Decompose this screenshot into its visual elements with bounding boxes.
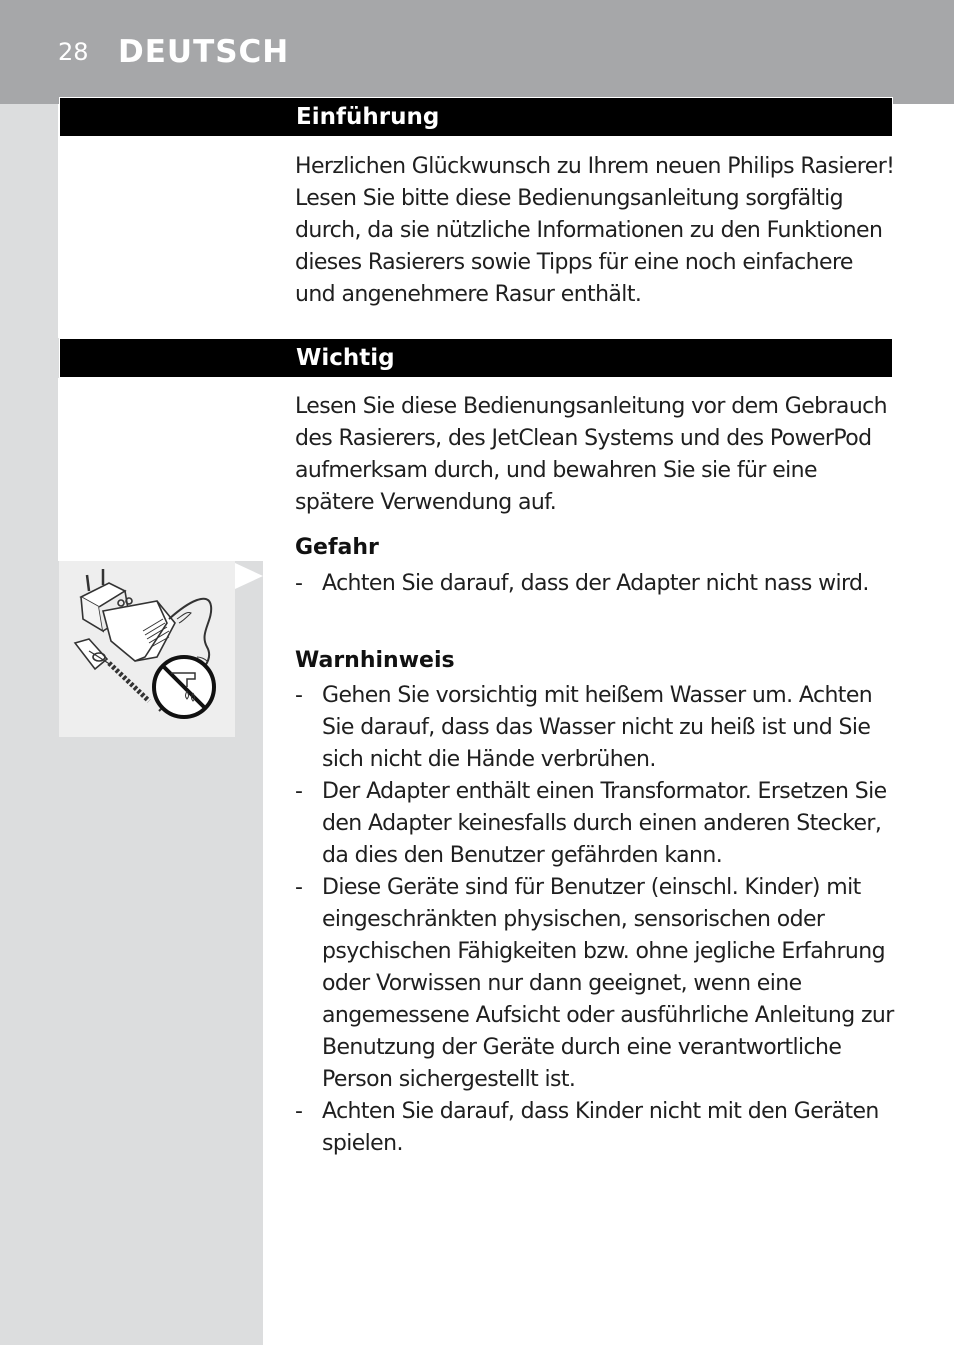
bullet-dash: -	[295, 683, 303, 708]
danger-item	[295, 568, 895, 600]
important-margin-panel	[58, 378, 263, 561]
adapter-no-water-icon	[59, 561, 235, 737]
bullet-dash: -	[295, 1099, 303, 1124]
header-bar	[0, 0, 954, 104]
warning-item-3	[295, 872, 895, 1096]
important-paragraph: Lesen Sie diese Bedienungsanleitung vor dem Gebrauch des Rasierers, des JetClean Systems und des PowerPod aufmerksam durch, und bewahren Sie sie für eine spätere Verwendung auf.	[295, 394, 887, 515]
warning-heading: Warnhinweis	[295, 648, 455, 673]
bullet-dash: -	[295, 779, 303, 804]
warning-item-1	[295, 680, 895, 776]
language-title: DEUTSCH	[118, 34, 290, 70]
warning-item-4	[295, 1096, 895, 1160]
section-title-intro: Einführung	[296, 104, 440, 130]
intro-margin-panel	[58, 104, 263, 338]
section-header-important	[59, 338, 893, 378]
warning-item-text: Der Adapter enthält einen Transformator. Ersetzen Sie den Adapter keinesfalls durch einen anderen Stecker, da dies den Benutzer gefährden kann.	[322, 779, 887, 868]
warning-item-text: Achten Sie darauf, dass Kinder nicht mit den Geräten spielen.	[322, 1099, 879, 1156]
bullet-dash: -	[295, 875, 303, 900]
danger-heading: Gefahr	[295, 535, 379, 560]
danger-item-text: Achten Sie darauf, dass der Adapter nicht nass wird.	[322, 571, 869, 596]
bullet-dash: -	[295, 571, 303, 596]
warning-item-2	[295, 776, 895, 872]
illustration-pointer	[235, 563, 263, 589]
intro-paragraph: Herzlichen Glückwunsch zu Ihrem neuen Philips Rasierer! Lesen Sie bitte diese Bedienungsanleitung sorgfältig durch, da sie nützliche Informationen zu den Funktionen dieses Rasierers sowie Tipps für eine noch einfachere und angenehmere Rasur enthält.	[295, 154, 895, 307]
page-number: 28	[58, 38, 89, 66]
warning-item-text: Gehen Sie vorsichtig mit heißem Wasser um. Achten Sie darauf, dass das Wasser nicht zu heiß ist und Sie sich nicht die Hände verbrühen.	[322, 683, 873, 772]
section-header-intro	[59, 97, 893, 137]
section-title-important: Wichtig	[296, 345, 395, 371]
warning-item-text: Diese Geräte sind für Benutzer (einschl. Kinder) mit eingeschränkten physischen, sensorischen oder psychischen Fähigkeiten bzw. ohne jegliche Erfahrung oder Vorwissen nur dann geeignet, wenn eine angemessene Aufsicht oder ausführliche Anleitung zur Benutzung der Geräte durch eine verantwortliche Person sichergestellt ist.	[322, 875, 894, 1092]
